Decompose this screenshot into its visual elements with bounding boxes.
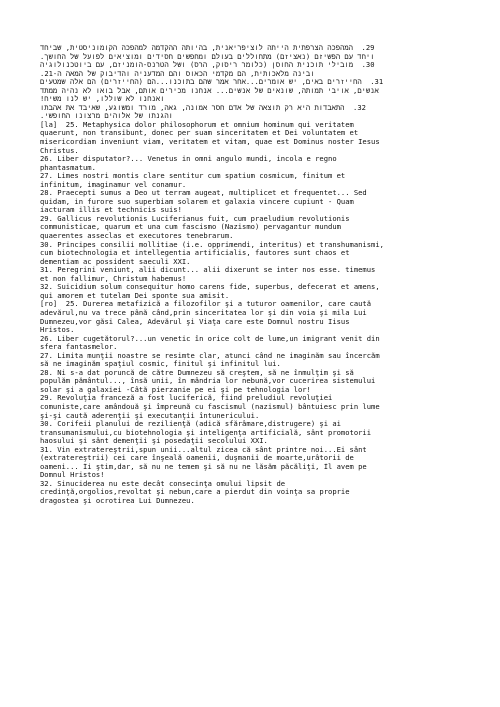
text-line: quidam, in furore suo superbiam solarem et galaxia vincere cupiunt - Quam bbox=[40, 197, 354, 206]
text-line: 32. Sinuciderea nu este decât consecinţa omului lipsit de bbox=[40, 479, 286, 488]
text-line: (extratereştrii) cei care înşeală oamenii, duşmanii de moarte,urâtorii de bbox=[40, 454, 354, 463]
text-line: 30. Corifeii planului de rezilienţă (adică sfărâmare,distrugere) şi ai bbox=[40, 420, 341, 429]
text-line: 28. Praecepti sumus a Deo ut terram augeat, multiplicet et frequentet... Sed bbox=[40, 189, 367, 198]
text-line: Domnul Hristos! bbox=[40, 471, 105, 480]
text-line: cum biotechnologia et intellegentia artificialis, fautores sunt chaos et bbox=[40, 249, 350, 258]
text-line: transumanismului,cu biotehnologia şi inteligenţa artificială, sânt promotorii bbox=[40, 428, 372, 437]
text-line: [ro] 25. Durerea metafizică a filozofilor şi a tuturor oamenilor, care caută bbox=[40, 300, 372, 309]
text-line: dementiam ac possident saeculi XXI. bbox=[40, 257, 191, 266]
text-line: credinţă,orgolios,revoltat şi nebun,care a pierdut din voinţa sa proprie bbox=[40, 488, 350, 497]
text-line: quaerentes asseclas et executores tenebrarum. bbox=[40, 232, 234, 241]
text-line: 30. Principes consilii mollitiae (i.e. opprimendi, interitus) et transhumanismi, bbox=[40, 240, 384, 249]
text-line: 26. Liber disputator?... Venetus in omni angulo mundi, incola e regno bbox=[40, 155, 337, 164]
text-line: adevărul,nu va trece până când,prin sinceritatea lor şi din voia şi mila Lui bbox=[40, 308, 367, 317]
text-line: 30. מובילי תוכנית החוסן (כלומר ריסוק, הרס) ושל הטרנס-הומניזם, עם ביוטכנולוגיה bbox=[40, 61, 375, 70]
text-line: 29. Revoluţia franceză a fost luciferică, fiind preludiul revoluţiei bbox=[40, 394, 333, 403]
text-line: 29. Gallicus revolutionis Luciferianus fuit, cum praeludium revolutionis bbox=[40, 214, 350, 223]
text-line: comuniste,care amândouă şi împreună cu fascismul (nazismul) bântuiesc prin lume bbox=[40, 402, 380, 411]
text-line: [la] 25. Metaphysica dolor philosophorum et omnium hominum qui veritatem bbox=[40, 120, 354, 129]
text-line: Christus. bbox=[40, 146, 79, 155]
text-line: qui amorem et tutelam Dei sponte sua amisit. bbox=[40, 291, 230, 300]
document-body bbox=[40, 44, 468, 506]
text-line: et non fallimur, Christum habemus! bbox=[40, 274, 187, 283]
text-line: והגנתו של אלוהים מרצונו החופשי. bbox=[40, 112, 173, 121]
text-line: ובינה מלאכותית, הם מקדמי הכאוס והם המדעניה והדיבוק של המאה ה-21. bbox=[40, 69, 315, 78]
text-line: iacturam illis et technicis suis! bbox=[40, 206, 182, 215]
text-line: sfera fantasmelor. bbox=[40, 343, 118, 352]
text-line: ויחד עם הפשיזם (נאציזם) מתחוללים בעולם ומחפשים חסידים ומוציאים לפועל של החושך. bbox=[40, 52, 375, 61]
text-line: Dumnezeu,vor găsi Calea, Adevărul şi Viaţa care este Domnul nostru Iisus bbox=[40, 317, 350, 326]
text-line: 28. Ni s-a dat poruncă de către Dumnezeu să creştem, să ne înmulţim şi să bbox=[40, 368, 354, 377]
text-line: 26. Liber cugetătorul?...un venetic în orice colt de lume,un imigrant venit din bbox=[40, 334, 380, 343]
text-line: dragostea şi ocrotirea Lui Dumnezeu. bbox=[40, 496, 195, 505]
text-line: populăm pământul..., însă unii, în mândria lor nebună,vor cucerirea sistemului bbox=[40, 377, 376, 386]
text-line: ואנחנו לא שוללו, יש לנו משיח! bbox=[40, 95, 165, 104]
text-line: 31. החייזרים באים, יש אומרים...אחר אמר שהם בתוכנו...הם (החייזרים) הם אלה שמטעים bbox=[40, 78, 384, 87]
text-line: solar şi a galaxiei -Câtă pierzanie pe ei şi pe tehnologia lor! bbox=[40, 385, 311, 394]
text-line: 32. התאבדות היא רק תוצאה של אדם חסר אמונה, גאה, מורד ומשוגע, שאיבד את אהבתו bbox=[40, 103, 366, 112]
text-line: şi-şi caută aderenţii şi executanţii întunericului. bbox=[40, 411, 260, 420]
text-line: 29. המהפכה הצרפתית הייתה לוציפריאנית, בהיותה ההקדמה למהפכה הקומוניסטית, שביחד bbox=[40, 44, 375, 52]
text-line: misericordiam inveniunt viam, veritatem et vitam, quae est Dominus noster Iesus bbox=[40, 138, 380, 147]
text-line: quaerunt, non transibunt, donec per suam sinceritatem et Dei voluntatem et bbox=[40, 129, 359, 138]
text-line: communisticae, quarum et una cum fascismo (Nazismo) pervagantur mundum bbox=[40, 223, 341, 232]
text-line: Hristos. bbox=[40, 326, 75, 335]
text-line: 32. Suicidium solum consequitur homo carens fide, superbus, defecerat et amens, bbox=[40, 283, 380, 292]
text-line: אנשים, אויבי תמותה, שונאים של אנשים... אנחנו מכירים אותם, אבל בואו לא נהיה ממתד bbox=[40, 86, 379, 95]
text-line: infinitum, imaginamur vel conamur. bbox=[40, 180, 187, 189]
text-line: oameni... Îi ştim,dar, să nu ne temem şi să nu ne lăsăm păcăliţi, Îl avem pe bbox=[40, 462, 367, 471]
text-line: phantasmatum. bbox=[40, 163, 96, 172]
text-line: haosului şi sânt demenţii şi posedaţii secolului XXI. bbox=[40, 437, 268, 446]
text-line: 27. Limita munţii noastre se resimte clar, atunci când ne imaginăm sau încercăm bbox=[40, 351, 380, 360]
text-line: să ne imaginăm spaţiul cosmic, finitul şi infinitul lui. bbox=[40, 360, 281, 369]
text-line: 31. Peregrini veniunt, alii dicunt... alii dixerunt se inter nos esse. timemus bbox=[40, 266, 376, 275]
text-line: 31. Vin extratereştrii,spun unii...altul zicea că sânt printre noi...Ei sânt bbox=[40, 445, 367, 454]
text-line: 27. Limes nostri montis clare sentitur cum spatium cosmicum, finitum et bbox=[40, 172, 346, 181]
